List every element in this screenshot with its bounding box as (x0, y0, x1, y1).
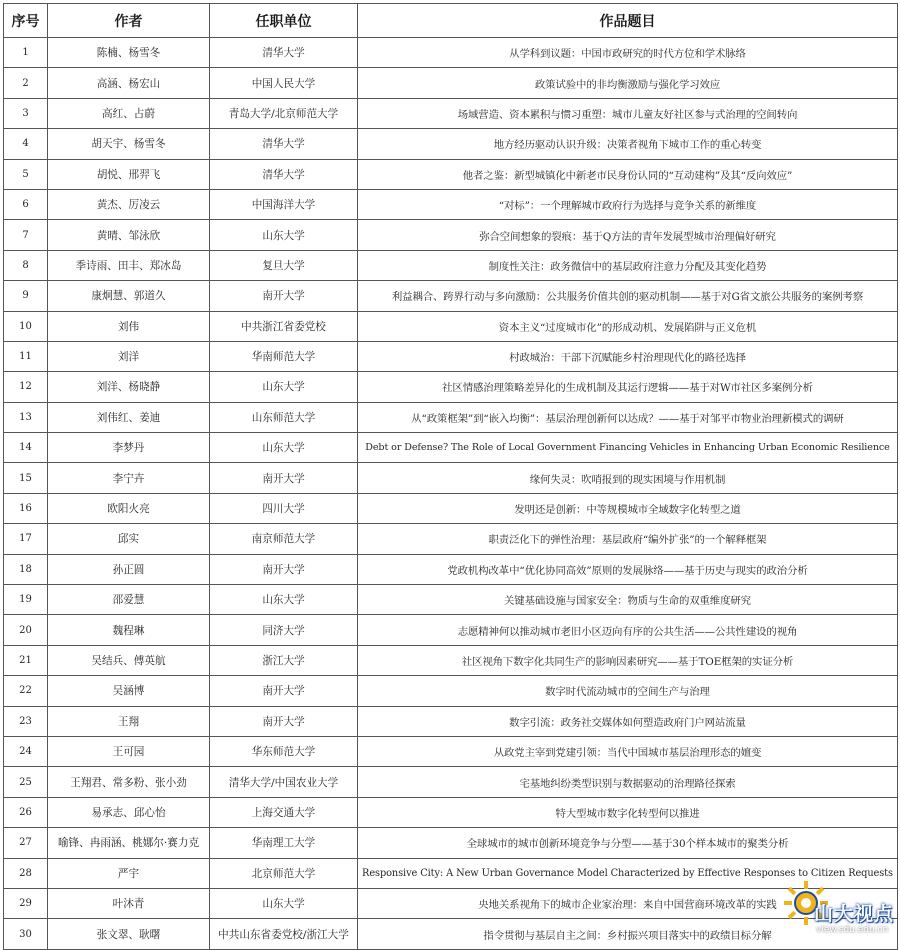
cell-author: 张文翠、耿曙 (48, 919, 210, 949)
table-row (4, 554, 898, 584)
cell-author: 吴结兵、傅英航 (48, 645, 210, 675)
table-row (4, 767, 898, 797)
cell-index: 25 (4, 767, 48, 797)
table-row (4, 341, 898, 371)
table-row (4, 402, 898, 432)
cell-index: 23 (4, 706, 48, 736)
table-row (4, 888, 898, 918)
cell-index: 14 (4, 433, 48, 463)
cell-index: 18 (4, 554, 48, 584)
table-row (4, 615, 898, 645)
cell-author: 刘洋、杨晓静 (48, 372, 210, 402)
table-row (4, 38, 898, 68)
cell-affiliation: 青岛大学/北京师范大学 (210, 98, 358, 128)
cell-affiliation: 北京师范大学 (210, 858, 358, 888)
cell-index: 27 (4, 828, 48, 858)
cell-affiliation: 中国人民大学 (210, 68, 358, 98)
cell-title: 政策试验中的非均衡激励与强化学习效应 (358, 68, 898, 98)
header-row (4, 4, 898, 38)
cell-index: 10 (4, 311, 48, 341)
cell-affiliation: 中共浙江省委党校 (210, 311, 358, 341)
cell-index: 26 (4, 797, 48, 827)
cell-index: 24 (4, 736, 48, 766)
cell-index: 29 (4, 888, 48, 918)
cell-affiliation: 山东大学 (210, 372, 358, 402)
cell-author: 李梦丹 (48, 433, 210, 463)
cell-title: 职责泛化下的弹性治理：基层政府“编外扩张”的一个解释框架 (358, 524, 898, 554)
header-affiliation: 任职单位 (210, 4, 358, 38)
cell-affiliation: 山东师范大学 (210, 402, 358, 432)
cell-author: 李宁卉 (48, 463, 210, 493)
cell-author: 吴涵博 (48, 676, 210, 706)
cell-author: 高涵、杨宏山 (48, 68, 210, 98)
cell-title: 关键基础设施与国家安全：物质与生命的双重维度研究 (358, 585, 898, 615)
table-row (4, 463, 898, 493)
cell-index: 4 (4, 129, 48, 159)
cell-index: 3 (4, 98, 48, 128)
cell-index: 5 (4, 159, 48, 189)
watermark-url: view.sdu.edu.cn (816, 925, 889, 935)
cell-title: 全球城市的城市创新环境竞争与分型——基于30个样本城市的聚类分析 (358, 828, 898, 858)
cell-title: 制度性关注：政务微信中的基层政府注意力分配及其变化趋势 (358, 250, 898, 280)
cell-author: 王可园 (48, 736, 210, 766)
cell-author: 季诗雨、田丰、郑冰岛 (48, 250, 210, 280)
cell-affiliation: 清华大学/中国农业大学 (210, 767, 358, 797)
cell-affiliation: 上海交通大学 (210, 797, 358, 827)
awards-table (3, 3, 898, 950)
cell-author: 黄杰、厉凌云 (48, 189, 210, 219)
cell-affiliation: 四川大学 (210, 493, 358, 523)
cell-index: 19 (4, 585, 48, 615)
cell-index: 2 (4, 68, 48, 98)
cell-title: 地方经历驱动认识升级：决策者视角下城市工作的重心转变 (358, 129, 898, 159)
table-row (4, 129, 898, 159)
cell-affiliation: 山东大学 (210, 888, 358, 918)
table-row (4, 585, 898, 615)
cell-author: 康炯慧、郭道久 (48, 281, 210, 311)
cell-index: 13 (4, 402, 48, 432)
cell-affiliation: 南开大学 (210, 706, 358, 736)
cell-title: 党政机构改革中“优化协同高效”原则的发展脉络——基于历史与现实的政治分析 (358, 554, 898, 584)
table-row (4, 189, 898, 219)
cell-author: 魏程琳 (48, 615, 210, 645)
table-row (4, 736, 898, 766)
watermark (780, 881, 898, 945)
cell-affiliation: 同济大学 (210, 615, 358, 645)
table-row (4, 493, 898, 523)
cell-author: 黄晴、邹泳欣 (48, 220, 210, 250)
cell-affiliation: 南开大学 (210, 281, 358, 311)
cell-index: 30 (4, 919, 48, 949)
cell-index: 6 (4, 189, 48, 219)
cell-title: 资本主义“过度城市化”的形成动机、发展陷阱与正义危机 (358, 311, 898, 341)
cell-title: 缘何失灵：吹哨报到的现实困境与作用机制 (358, 463, 898, 493)
table-body (4, 38, 898, 950)
cell-author: 陈楠、杨雪冬 (48, 38, 210, 68)
cell-affiliation: 山东大学 (210, 433, 358, 463)
cell-author: 孙正圆 (48, 554, 210, 584)
table-row (4, 828, 898, 858)
cell-affiliation: 山东大学 (210, 585, 358, 615)
cell-title: 从“政策框架”到“嵌入均衡”：基层治理创新何以达成？——基于对邹平市物业治理新模式的调研 (358, 402, 898, 432)
cell-author: 易承志、邱心怡 (48, 797, 210, 827)
cell-author: 胡悦、邢羿飞 (48, 159, 210, 189)
cell-title: 特大型城市数字化转型何以推进 (358, 797, 898, 827)
cell-title: 社区情感治理策略差异化的生成机制及其运行逻辑——基于对W市社区多案例分析 (358, 372, 898, 402)
cell-index: 21 (4, 645, 48, 675)
table-row (4, 797, 898, 827)
table-row (4, 311, 898, 341)
cell-title: 志愿精神何以推动城市老旧小区迈向有序的公共生活——公共性建设的视角 (358, 615, 898, 645)
table-row (4, 250, 898, 280)
cell-title: 数字时代流动城市的空间生产与治理 (358, 676, 898, 706)
header-title: 作品题目 (358, 4, 898, 38)
cell-index: 17 (4, 524, 48, 554)
cell-index: 9 (4, 281, 48, 311)
cell-index: 20 (4, 615, 48, 645)
cell-index: 15 (4, 463, 48, 493)
cell-title: 从政党主宰到党建引领：当代中国城市基层治理形态的嬗变 (358, 736, 898, 766)
cell-title: 社区视角下数字化共同生产的影响因素研究——基于TOE框架的实证分析 (358, 645, 898, 675)
cell-author: 高红、占蔚 (48, 98, 210, 128)
cell-author: 邵爱慧 (48, 585, 210, 615)
table-row (4, 858, 898, 888)
cell-index: 8 (4, 250, 48, 280)
cell-affiliation: 华南师范大学 (210, 341, 358, 371)
cell-title: Debt or Defense? The Role of Local Government Financing Vehicles in Enhancing Urban Economic Resilience (358, 433, 898, 463)
cell-index: 28 (4, 858, 48, 888)
table-header (4, 4, 898, 38)
cell-author: 邱实 (48, 524, 210, 554)
cell-affiliation: 山东大学 (210, 220, 358, 250)
cell-affiliation: 南开大学 (210, 463, 358, 493)
cell-affiliation: 清华大学 (210, 38, 358, 68)
table-row (4, 372, 898, 402)
cell-author: 刘伟红、姜迪 (48, 402, 210, 432)
cell-author: 王翔 (48, 706, 210, 736)
cell-author: 严宇 (48, 858, 210, 888)
cell-title: 宅基地纠纷类型识别与数据驱动的治理路径探索 (358, 767, 898, 797)
table-row (4, 919, 898, 949)
table-row (4, 98, 898, 128)
table-row (4, 524, 898, 554)
table-row (4, 706, 898, 736)
cell-affiliation: 清华大学 (210, 129, 358, 159)
cell-title: “对标”：一个理解城市政府行为选择与竞争关系的新维度 (358, 189, 898, 219)
cell-index: 22 (4, 676, 48, 706)
cell-index: 1 (4, 38, 48, 68)
cell-index: 7 (4, 220, 48, 250)
cell-affiliation: 清华大学 (210, 159, 358, 189)
table-row (4, 676, 898, 706)
cell-affiliation: 中共山东省委党校/浙江大学 (210, 919, 358, 949)
cell-affiliation: 南开大学 (210, 676, 358, 706)
table-row (4, 68, 898, 98)
cell-title: 利益耦合、跨界行动与多向激励：公共服务价值共创的驱动机制——基于对G省文旅公共服务的案例考察 (358, 281, 898, 311)
table-row (4, 220, 898, 250)
header-author: 作者 (48, 4, 210, 38)
cell-index: 16 (4, 493, 48, 523)
cell-affiliation: 南京师范大学 (210, 524, 358, 554)
cell-author: 欧阳火亮 (48, 493, 210, 523)
cell-affiliation: 南开大学 (210, 554, 358, 584)
cell-affiliation: 华东师范大学 (210, 736, 358, 766)
table-row (4, 433, 898, 463)
cell-index: 12 (4, 372, 48, 402)
cell-title: 村政城治：干部下沉赋能乡村治理现代化的路径选择 (358, 341, 898, 371)
cell-index: 11 (4, 341, 48, 371)
cell-title: 数字引流：政务社交媒体如何塑造政府门户网站流量 (358, 706, 898, 736)
cell-title: 发明还是创新：中等规模城市全域数字化转型之道 (358, 493, 898, 523)
cell-author: 胡天宇、杨雪冬 (48, 129, 210, 159)
cell-title: 弥合空间想象的裂痕：基于Q方法的青年发展型城市治理偏好研究 (358, 220, 898, 250)
cell-title: 他者之鉴：新型城镇化中新老市民身份认同的“互动建构”及其“反向效应” (358, 159, 898, 189)
cell-affiliation: 浙江大学 (210, 645, 358, 675)
header-index: 序号 (4, 4, 48, 38)
table-row (4, 645, 898, 675)
cell-author: 王翔君、常多粉、张小劲 (48, 767, 210, 797)
cell-title: Responsive City: A New Urban Governance Model Characterized by Effective Responses to Citizen Requests (358, 858, 898, 888)
cell-affiliation: 复旦大学 (210, 250, 358, 280)
cell-affiliation: 华南理工大学 (210, 828, 358, 858)
watermark-text: 山大视点 (814, 903, 895, 925)
table-row (4, 281, 898, 311)
cell-title: 从学科到议题：中国市政研究的时代方位和学术脉络 (358, 38, 898, 68)
cell-author: 叶沐青 (48, 888, 210, 918)
cell-author: 刘伟 (48, 311, 210, 341)
cell-title: 央地关系视角下的城市企业家治理：来自中国营商环境改革的实践 (358, 888, 898, 918)
cell-author: 喻锋、冉雨涵、桃娜尔·赛力克 (48, 828, 210, 858)
cell-author: 刘洋 (48, 341, 210, 371)
cell-affiliation: 中国海洋大学 (210, 189, 358, 219)
cell-title: 指令贯彻与基层自主之间：乡村振兴项目落实中的政绩目标分解 (358, 919, 898, 949)
cell-title: 场域营造、资本累积与惯习重塑：城市儿童友好社区参与式治理的空间转向 (358, 98, 898, 128)
table-row (4, 159, 898, 189)
